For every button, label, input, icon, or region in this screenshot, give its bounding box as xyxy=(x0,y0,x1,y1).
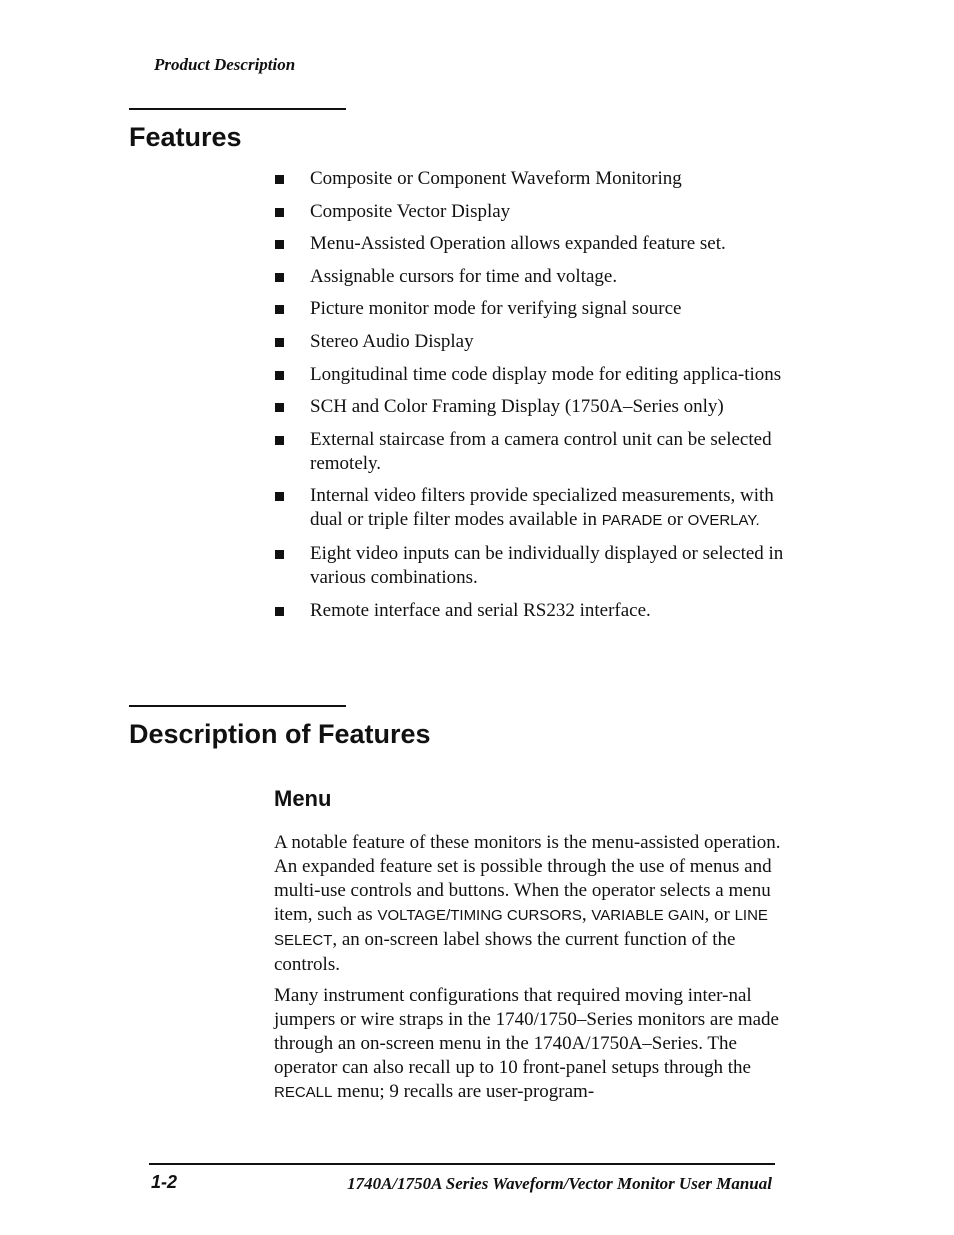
square-bullet-icon xyxy=(275,273,284,282)
list-item-text: External staircase from a camera control unit can be selected remotely. xyxy=(310,428,772,474)
footer-rule xyxy=(149,1163,775,1165)
features-heading: Features xyxy=(129,122,242,152)
running-header: Product Description xyxy=(154,55,296,74)
list-item-text: Eight video inputs can be individually displayed or selected in various combinations. xyxy=(310,542,784,588)
list-item-text: Composite Vector Display xyxy=(310,200,511,222)
list-item-text: . xyxy=(755,512,760,530)
square-bullet-icon xyxy=(275,240,284,249)
list-item xyxy=(274,395,794,419)
square-bullet-icon xyxy=(275,403,284,412)
list-item xyxy=(274,297,794,321)
list-item xyxy=(274,428,794,476)
list-item xyxy=(274,265,794,289)
features-list xyxy=(274,167,794,631)
menu-paragraph-2 xyxy=(274,984,784,1105)
list-item-text: Internal video filters provide specialized measurements, with dual or triple filter modes available in xyxy=(310,485,774,531)
paragraph-text: , xyxy=(581,904,592,925)
list-item xyxy=(274,599,794,623)
list-item xyxy=(274,484,794,533)
recall-term: RECALL xyxy=(274,1084,333,1101)
square-bullet-icon xyxy=(275,550,284,559)
section-rule xyxy=(129,705,346,707)
parade-term: PARADE xyxy=(601,512,663,530)
menu-heading: Menu xyxy=(274,786,332,811)
description-heading: Description of Features xyxy=(129,719,431,749)
square-bullet-icon xyxy=(275,305,284,314)
list-item-text: Assignable cursors for time and voltage. xyxy=(310,265,618,287)
square-bullet-icon xyxy=(275,436,284,445)
section-rule xyxy=(129,108,346,110)
square-bullet-icon xyxy=(275,371,284,380)
list-item xyxy=(274,200,794,224)
square-bullet-icon xyxy=(275,208,284,217)
square-bullet-icon xyxy=(275,607,284,616)
menu-paragraph-1 xyxy=(274,831,784,977)
list-item-text: Picture monitor mode for verifying signal source xyxy=(310,298,682,320)
list-item xyxy=(274,330,794,354)
list-item xyxy=(274,232,794,256)
paragraph-text: Many instrument configurations that required moving inter-nal jumpers or wire straps in the 1740/1750–Series monitors are made through an on-screen menu in the 1740A/1750A–Series. The operator can also recall up to 10 front-panel setups through the xyxy=(274,985,779,1078)
list-item-text: Longitudinal time code display mode for editing applica-tions xyxy=(310,363,782,385)
list-item xyxy=(274,167,794,191)
list-item xyxy=(274,363,794,387)
list-item xyxy=(274,542,794,590)
square-bullet-icon xyxy=(275,175,284,184)
square-bullet-icon xyxy=(275,492,284,501)
paragraph-text: menu; 9 recalls are user-program- xyxy=(332,1081,595,1102)
list-item-text: Stereo Audio Display xyxy=(310,330,474,352)
manual-title: 1740A/1750A Series Waveform/Vector Monitor User Manual xyxy=(347,1174,772,1193)
overlay-term: OVERLAY xyxy=(687,512,756,530)
paragraph-text: , an on-screen label shows the current function of the controls. xyxy=(274,929,736,975)
list-item-text: Menu-Assisted Operation allows expanded feature set. xyxy=(310,233,726,255)
page-number: 1-2 xyxy=(151,1172,178,1192)
variable-gain-term: VARIABLE GAIN xyxy=(591,907,705,924)
paragraph-text: A notable feature of these monitors is the menu-assisted operation. An expanded feature set is possible through the use of menus and multi-use controls and buttons. When the operator selects a menu item, such as xyxy=(274,832,781,925)
list-item-text: Remote interface and serial RS232 interface. xyxy=(310,599,651,621)
list-item-text: SCH and Color Framing Display (1750A–Series only) xyxy=(310,396,724,418)
square-bullet-icon xyxy=(275,338,284,347)
list-item-text: or xyxy=(662,509,688,531)
voltage-timing-cursors-term: VOLTAGE/TIMING CURSORS xyxy=(377,907,582,924)
list-item-text: Composite or Component Waveform Monitoring xyxy=(310,168,682,189)
paragraph-text: , or xyxy=(704,904,735,925)
line-select-term: LINE SELECT xyxy=(274,907,768,949)
